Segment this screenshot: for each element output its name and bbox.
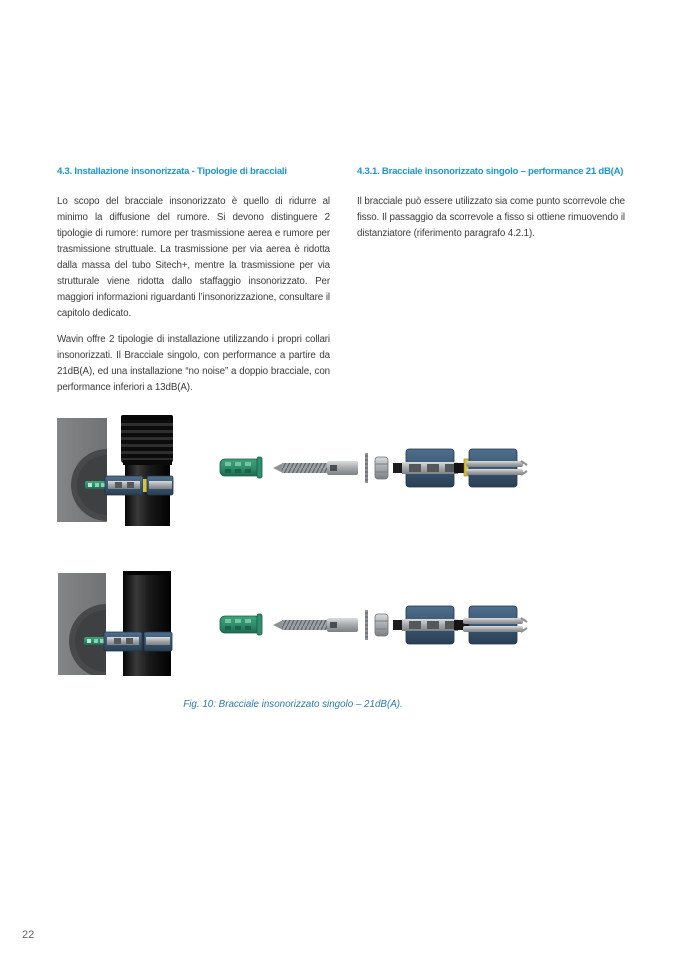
clamp-half-left — [393, 606, 458, 644]
threaded-rod — [365, 453, 368, 483]
body-paragraph: Wavin offre 2 tipologie di installazione utilizzando i propri collari insonorizzati. Il Bracciale singolo, con performance a partire da 21dB(A), ed una installazione “no noise” a doppio bracciale, con performance inferiori a 13dB(A). — [57, 334, 330, 393]
hanger-bolt — [273, 461, 358, 475]
spacer-sleeve — [375, 614, 388, 636]
figure-illustration-sliding-clamp — [55, 412, 535, 530]
left-column — [57, 166, 330, 396]
body-paragraph: Lo scopo del bracciale insonorizzato è quello di ridurre al minimo la diffusione del rumore. Si devono distinguere 2 tipologie di rumore: rumore per trasmissione aerea e rumore per trasmissione struttuale. La trasmissione per via aerea è ridotta dalla massa del tubo Sitech+, mentre la trasmissione per via strutturale viene ridotta dallo staffaggio insonorizzato. Per maggiori informazioni riguardanti l’insonorizzazione, consultare il capitolo dedicato. — [57, 196, 330, 319]
section-heading-4-3-1: 4.3.1. Bracciale insonorizzato singolo – performance 21 dB(A) — [357, 166, 624, 177]
threaded-rod — [365, 610, 368, 640]
pipe-coupling — [121, 415, 173, 463]
hanger-bolt — [273, 618, 358, 632]
wall-plug-exploded — [220, 614, 262, 635]
spacer-sleeve — [375, 457, 388, 479]
body-paragraph: Il bracciale può essere utilizzato sia come punto scorrevole che fisso. Il passaggio da scorrevole a fisso si ottiene rimuovendo il distanziatore (riferimento paragrafo 4.2.1). — [357, 196, 625, 239]
yellow-spacer — [143, 479, 147, 492]
sound-insulated-clamp-on-pipe — [104, 632, 172, 651]
wall-plug-exploded — [220, 457, 262, 478]
section-heading-4-3: 4.3. Installazione insonorizzata - Tipologie di bracciali — [57, 166, 287, 177]
page-number: 22 — [22, 929, 35, 941]
drain-pipe — [123, 571, 171, 676]
figure-illustration-fixed-clamp — [55, 562, 535, 680]
figure-caption: Fig. 10: Bracciale insonorizzato singolo – 21dB(A). — [183, 699, 403, 710]
drain-pipe — [121, 415, 173, 526]
clamp-half-right — [454, 606, 527, 644]
clamp-half-left — [393, 449, 458, 487]
right-column — [357, 166, 625, 242]
clamp-half-right — [454, 449, 527, 487]
sound-insulated-clamp-on-pipe — [105, 476, 173, 495]
